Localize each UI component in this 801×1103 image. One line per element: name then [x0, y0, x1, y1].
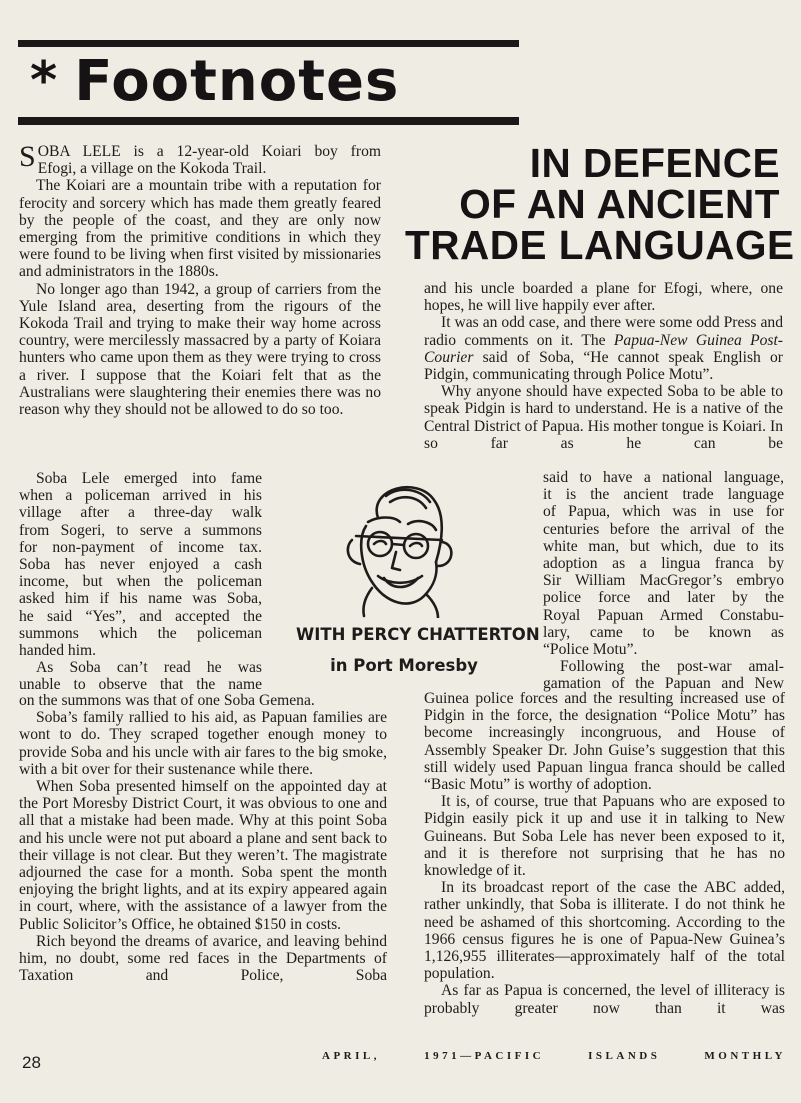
text-line: it is the ancient trade language — [543, 486, 784, 504]
paragraph — [424, 314, 783, 383]
text-line: Royal Papuan Armed Constabu- — [543, 606, 784, 624]
paragraph-text: It was an odd case, and there were some odd Press and radio comments on it. The — [424, 314, 783, 349]
left-column-middle — [19, 470, 262, 694]
footer-year-title: 1971—PACIFIC — [424, 1050, 545, 1062]
headline-line-2: OF AN ANCIENT — [459, 181, 780, 227]
opening-line-2: Efogi, a village on the Kokoda Trail. — [37, 160, 267, 178]
paragraph: Why anyone should have expected Soba to be able to speak Pidgin is hard to understand. He is a native of the Central District of Papua. His mother tongue is Koiari. In so far as he can be — [424, 383, 783, 452]
left-column-top — [19, 140, 381, 419]
article-headline — [405, 140, 795, 268]
section-star: * — [30, 51, 59, 111]
section-title: Footnotes — [74, 48, 400, 114]
text-line: As Soba can’t read he was — [36, 659, 262, 677]
text-line: of Papua, which was in use for — [543, 503, 784, 521]
paragraph: No longer ago than 1942, a group of carriers from the Yule Island area, deserting from the rigours of the Kokoda Trail and trying to make their way home across country, were mercilessly massacred by a party of Koiara hunters who came upon them as they were trying to cross a river. I suppose that the Koiari felt that as the Australians were slaughtering their enemies there was no reason why they should not be allowed to do so too. — [19, 280, 381, 419]
text-line: asked him if his name was Soba, — [19, 590, 262, 608]
text-line: he said “Yes”, and accepted the — [19, 607, 262, 625]
text-line: income, but when the policeman — [19, 573, 262, 591]
paragraph: Rich beyond the dreams of avarice, and leaving behind him, no doubt, some red faces in the Departments of Taxation and Police, Soba — [19, 932, 387, 985]
footer-word: ISLANDS — [588, 1050, 661, 1062]
byline-location: in Port Moresby — [330, 656, 478, 675]
text-line: when a policeman arrived in his — [19, 487, 262, 505]
text-line: “Police Motu”. — [543, 641, 638, 659]
paragraph-opening — [19, 140, 381, 178]
right-column-top — [424, 280, 783, 452]
right-column-middle — [543, 469, 784, 693]
text-line: village after a three-day walk — [19, 504, 262, 522]
paragraph: Soba’s family rallied to his aid, as Papuan families are wont to do. They scraped together enough money to provide Soba and his uncle with air fares to the big smoke, with a bit over for their sustenance while there. — [19, 709, 387, 778]
text-line: police force and later by the — [543, 589, 784, 607]
opening-line-1: OBA LELE is a 12-year-old Koiari boy from — [37, 143, 381, 160]
newspaper-title: Papua-New Guinea Post-Courier — [424, 331, 783, 366]
paragraph-text: said of Soba, “He cannot speak English or Pidgin, communicating through Police Motu”. — [424, 348, 783, 384]
footer-word: MONTHLY — [704, 1050, 786, 1062]
text-line: adoption as a lingua franca by — [543, 555, 784, 573]
text-line: Soba has never enjoyed a cash — [19, 556, 262, 574]
left-column-bottom — [19, 692, 387, 984]
footer-month: APRIL, — [322, 1050, 380, 1062]
text-line: lary, came to be known as — [543, 623, 784, 641]
paragraph: The Koiari are a mountain tribe with a reputation for ferocity and sorcery which has made them greatly feared by the people of the coast, and they are only now emerging from the primitive conditions in which they were found to be living when first visited by missionaries and administrators in the 1880s. — [19, 177, 381, 281]
drop-cap: S — [19, 140, 36, 173]
text-line: from Sogeri, to serve a summons — [19, 521, 262, 539]
paragraph: and his uncle boarded a plane for Efogi, where, one hopes, he will live happily ever after. — [424, 280, 783, 315]
text-line: handed him. — [19, 642, 97, 660]
paragraph: on the summons was that of one Soba Gemena. — [19, 692, 315, 709]
paragraph: It is, of course, true that Papuans who are exposed to Pidgin easily pick it up and use it in talking to New Guineans. But Soba Lele has never been exposed to it, and it is therefore not surprising that he has no knowledge of it. — [424, 793, 785, 880]
right-column-bottom — [424, 690, 785, 1017]
byline-author: WITH PERCY CHATTERTON — [296, 625, 540, 644]
text-line: gamation of the Papuan and New — [543, 675, 784, 693]
text-line: Soba Lele emerged into fame — [36, 470, 262, 487]
paragraph: In its broadcast report of the case the ABC added, rather unkindly, that Soba is illiterate. I do not think he need be ashamed of this shortcoming. According to the 1966 census figures he is one of Papua-New Guinea’s 1,126,955 illiterates—approximately half of the total population. — [424, 879, 785, 983]
text-line: centuries before the arrival of the — [543, 520, 784, 538]
text-line: for non-payment of income tax. — [19, 538, 262, 556]
paragraph: As far as Papua is concerned, the level of illiteracy is probably greater now than it was — [424, 982, 785, 1017]
running-footer — [322, 1050, 786, 1062]
text-line: said to have a national language, — [543, 469, 784, 486]
text-line: white man, but which, due to its — [543, 537, 784, 555]
headline-line-1: IN DEFENCE — [529, 140, 780, 186]
text-line: unable to observe that the name — [19, 676, 262, 694]
headline-line-3: TRADE LANGUAGE — [405, 222, 795, 268]
paragraph: When Soba presented himself on the appointed day at the Port Moresby District Court, it was obvious to one and all that a mistake had been made. Why at this point Soba and his uncle were not put aboard a plane and sent back to their village is not clear. But they weren’t. The magistrate adjourned the case for a month. Soba spent the month enjoying the bright lights, and at its expiry appeared again in court, where, with the assistance of a lawyer from the Public Solicitor’s Office, he obtained $150 in costs. — [19, 778, 387, 933]
portrait-illustration — [338, 478, 468, 618]
text-line: Following the post-war amal- — [560, 658, 784, 676]
page-number: 28 — [22, 1053, 41, 1072]
text-line: summons which the policeman — [19, 624, 262, 642]
bottom-rule — [18, 117, 519, 125]
paragraph: Guinea police forces and the resulting increased use of Pidgin in the force, the designation “Police Motu” has become increasingly incongruous, and House of Assembly Speaker Dr. John Guise’s suggestion that this still widely used Papuan lingua franca should be called “Basic Motu” is worthy of adoption. — [424, 690, 785, 794]
section-heading — [30, 46, 399, 116]
text-line: Sir William MacGregor’s embryo — [543, 572, 784, 590]
